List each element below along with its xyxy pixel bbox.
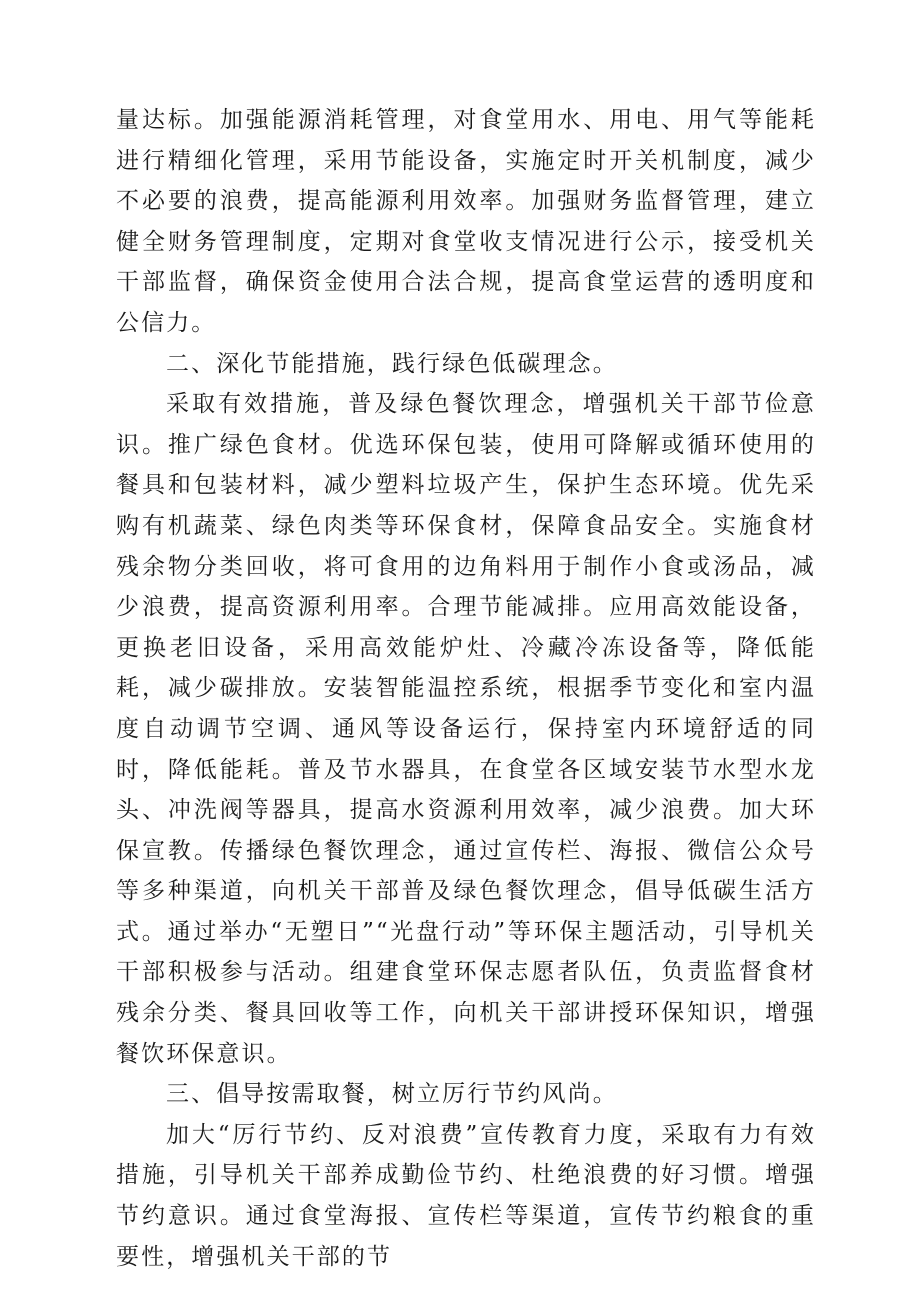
document-body — [116, 100, 816, 1277]
section-heading-3: 三、倡导按需取餐，树立厉行节约风尚。 — [166, 1081, 618, 1108]
paragraph-section-2: 采取有效措施，普及绿色餐饮理念，增强机关干部节俭意识。推广绿色食材。优选环保包装，使用可降解或循环使用的餐具和包装材料，减少塑料垃圾产生，保护生态环境。优先采购有机蔬菜、绿色肉类等环保食材，保障食品安全。实施食材残余物分类回收，将可食用的边角料用于制作小食或汤品，减少浪费，提高资源利用率。合理节能减排。应用高效能设备，更换老旧设备，采用高效能炉灶、冷藏冷冻设备等，降低能耗，减少碳排放。安装智能温控系统，根据季节变化和室内温度自动调节空调、通风等设备运行，保持室内环境舒适的同时，降低能耗。普及节水器具，在食堂各区域安装节水型水龙头、冲洗阀等器具，提高水资源利用效率，减少浪费。加大环保宣教。传播绿色餐饮理念，通过宣传栏、海报、微信公众号等多种渠道，向机关干部普及绿色餐饮理念，倡导低碳生活方式。通过举办“无塑日”“光盘行动”等环保主题活动，引导机关干部积极参与活动。组建食堂环保志愿者队伍，负责监督食材残余分类、餐具回收等工作，向机关干部讲授环保知识，增强餐饮环保意识。 — [116, 391, 816, 1067]
section-heading-2: 二、深化节能措施，践行绿色低碳理念。 — [166, 350, 618, 377]
paragraph-continued: 量达标。加强能源消耗管理，对食堂用水、用电、用气等能耗进行精细化管理，采用节能设备，实施定时开关机制度，减少不必要的浪费，提高能源利用效率。加强财务监督管理，建立健全财务管理制度，定期对食堂收支情况进行公示，接受机关干部监督，确保资金使用合法合规，提高食堂运营的透明度和公信力。 — [116, 107, 816, 336]
paragraph-section-3: 加大“厉行节约、反对浪费”宣传教育力度，采取有力有效措施，引导机关干部养成勤俭节约、杜绝浪费的好习惯。增强节约意识。通过食堂海报、宣传栏等渠道，宣传节约粮食的重要性，增强机关干部的节 — [116, 1121, 816, 1270]
